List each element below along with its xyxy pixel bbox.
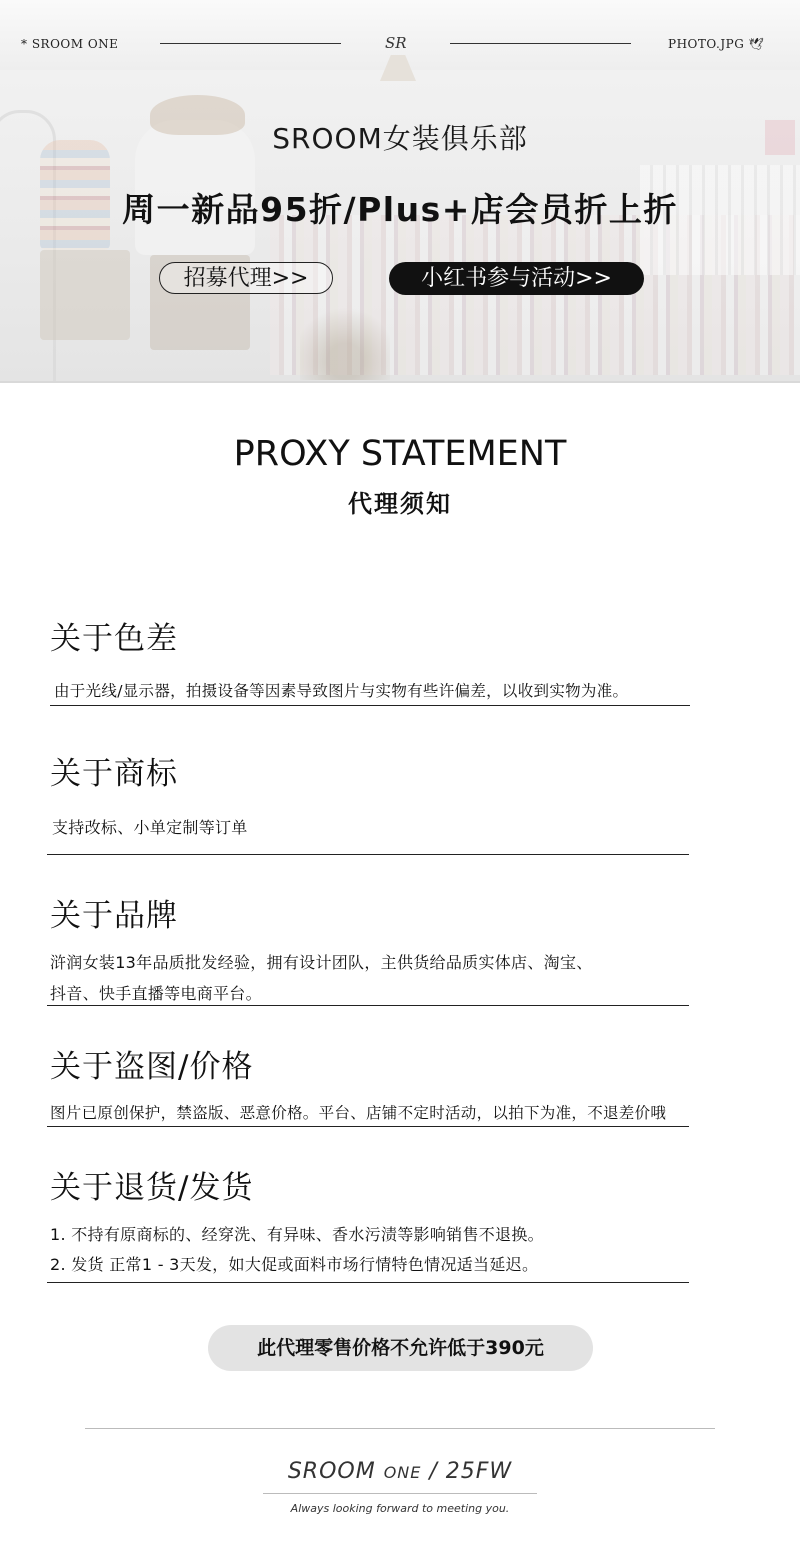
section-heading-piracy-price: 关于盗图/价格 xyxy=(50,1049,254,1085)
section-text-color-diff: 由于光线/显示器，拍摄设备等因素导致图片与实物有些许偏差，以收到实物为准。 xyxy=(54,682,629,700)
footer-divider-top xyxy=(85,1428,715,1429)
footer-brand-season: / 25FW xyxy=(421,1459,513,1484)
header-divider-left xyxy=(160,43,341,44)
section-divider xyxy=(47,1282,689,1283)
promo-headline: 周一新品95折/Plus+店会员折上折 xyxy=(122,190,678,229)
brand-left-label: * SROOM ONE xyxy=(21,37,119,51)
monogram-logo: SR xyxy=(385,34,407,52)
section-heading-return-shipping: 关于退货/发货 xyxy=(50,1170,254,1206)
banner-plant xyxy=(300,285,390,380)
photo-label: PHOTO.JPG 🕊 xyxy=(668,37,765,51)
club-title: SROOM女装俱乐部 xyxy=(272,122,528,155)
section-divider xyxy=(50,705,690,706)
section-text-brand-line1: 浒润女装13年品质批发经验，拥有设计团队，主供货给品质实体店、淘宝、 xyxy=(50,953,593,972)
min-price-notice: 此代理零售价格不允许低于390元 xyxy=(208,1325,593,1371)
xiaohongshu-activity-button[interactable]: 小红书参与活动>> xyxy=(389,262,644,295)
section-text-trademark: 支持改标、小单定制等订单 xyxy=(52,818,248,837)
statement-title-cn: 代理须知 xyxy=(348,490,452,518)
footer-brand-name: SROOM xyxy=(287,1459,384,1484)
footer-divider-bottom xyxy=(263,1493,537,1494)
header-divider-right xyxy=(450,43,631,44)
section-text-brand-line2: 抖音、快手直播等电商平台。 xyxy=(50,984,262,1003)
section-heading-color-diff: 关于色差 xyxy=(50,621,178,657)
recruit-agent-button[interactable]: 招募代理>> xyxy=(159,262,333,294)
statement-title-en: PROXY STATEMENT xyxy=(233,434,567,474)
hero-banner xyxy=(0,0,800,383)
section-heading-trademark: 关于商标 xyxy=(50,756,178,792)
section-text-piracy-price: 图片已原创保护，禁盗版、恶意价格。平台、店铺不定时活动，以拍下为准，不退差价哦 xyxy=(50,1104,667,1122)
banner-mannequin-skirt xyxy=(40,250,130,340)
section-text-return: 1. 不持有原商标的、经穿洗、有异味、香水污渍等影响销售不退换。 xyxy=(50,1225,544,1244)
section-divider xyxy=(47,1126,689,1127)
section-divider xyxy=(47,1005,689,1006)
footer-brand xyxy=(0,1459,800,1484)
section-text-shipping: 2. 发货 正常1 - 3天发，如大促或面料市场行情特色情况适当延迟。 xyxy=(50,1255,539,1274)
footer-brand-one: ONE xyxy=(383,1463,422,1482)
section-divider xyxy=(47,854,689,855)
footer-tagline: Always looking forward to meeting you. xyxy=(290,1502,510,1515)
section-heading-brand: 关于品牌 xyxy=(50,898,178,934)
